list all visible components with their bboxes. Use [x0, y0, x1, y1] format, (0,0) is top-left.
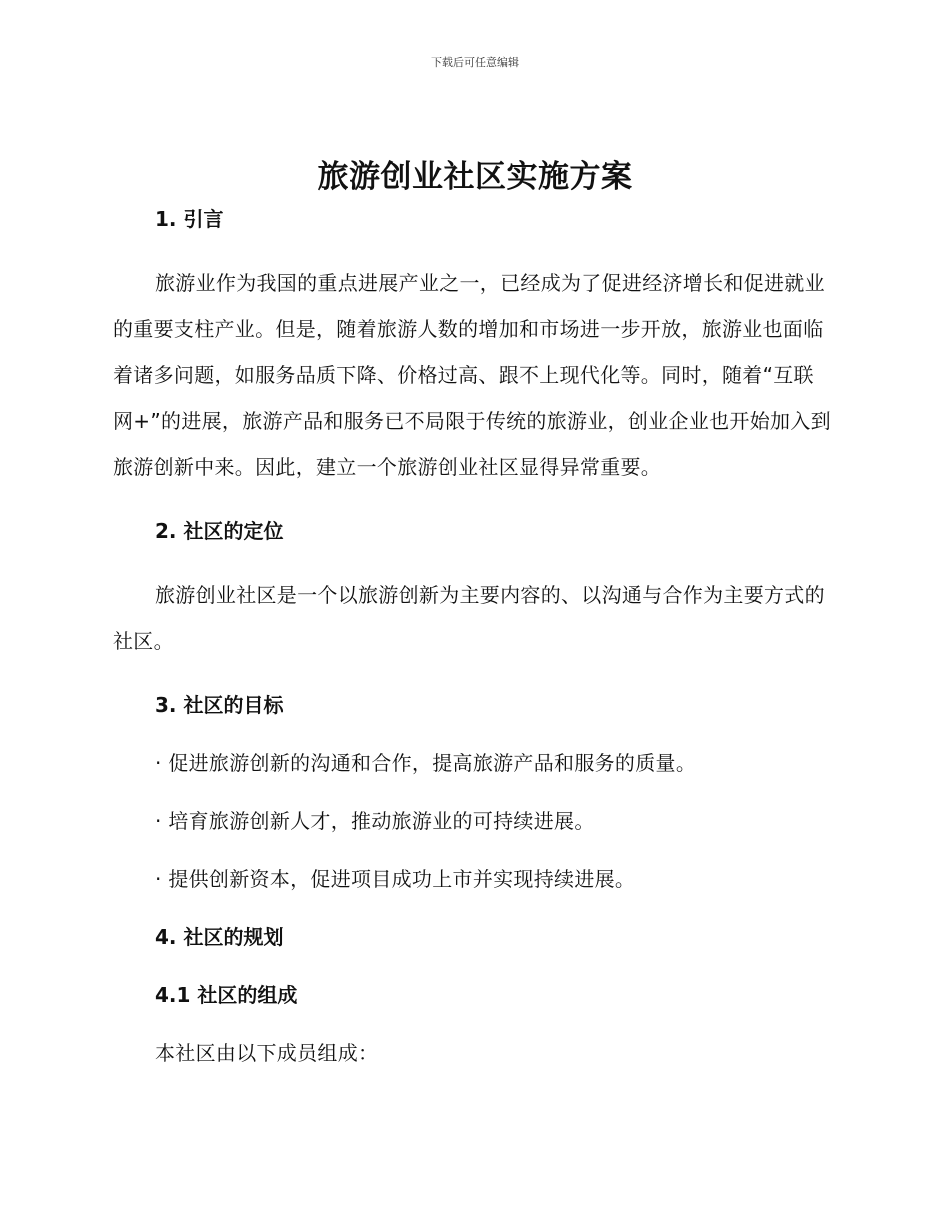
document-title: 旅游创业社区实施方案 [317, 159, 633, 195]
subsection-heading-composition: 4.1 社区的组成 [155, 983, 298, 1007]
page-header-watermark: 下载后可任意编辑 [431, 56, 519, 69]
section-heading-planning: 4. 社区的规划 [155, 925, 284, 949]
section-heading-goals: 3. 社区的目标 [155, 693, 284, 717]
paragraph-intro: 旅游业作为我国的重点进展产业之一，已经成为了促进经济增长和促进就业的重要支柱产业。但是，随着旅游人数的增加和市场进一步开放，旅游业也面临着诸多问题，如服务品质下降、价格过高、跟不上现代化等。同时，随着“互联网+”的进展，旅游产品和服务已不局限于传统的旅游业，创业企业也开始加入到旅游创新中来。因此，建立一个旅游创业社区显得异常重要。 [113, 271, 831, 479]
goal-item-3: · 提供创新资本，促进项目成功上市并实现持续进展。 [155, 867, 636, 891]
paragraph-composition: 本社区由以下成员组成： [155, 1041, 379, 1065]
section-heading-intro: 1. 引言 [155, 207, 224, 231]
goal-item-1: · 促进旅游创新的沟通和合作，提高旅游产品和服务的质量。 [155, 751, 697, 775]
paragraph-position: 旅游创业社区是一个以旅游创新为主要内容的、以沟通与合作为主要方式的社区。 [113, 583, 825, 653]
goal-item-2: · 培育旅游创新人才，推动旅游业的可持续进展。 [155, 809, 595, 833]
document-body [113, 202, 833, 1070]
section-heading-position: 2. 社区的定位 [155, 519, 284, 543]
